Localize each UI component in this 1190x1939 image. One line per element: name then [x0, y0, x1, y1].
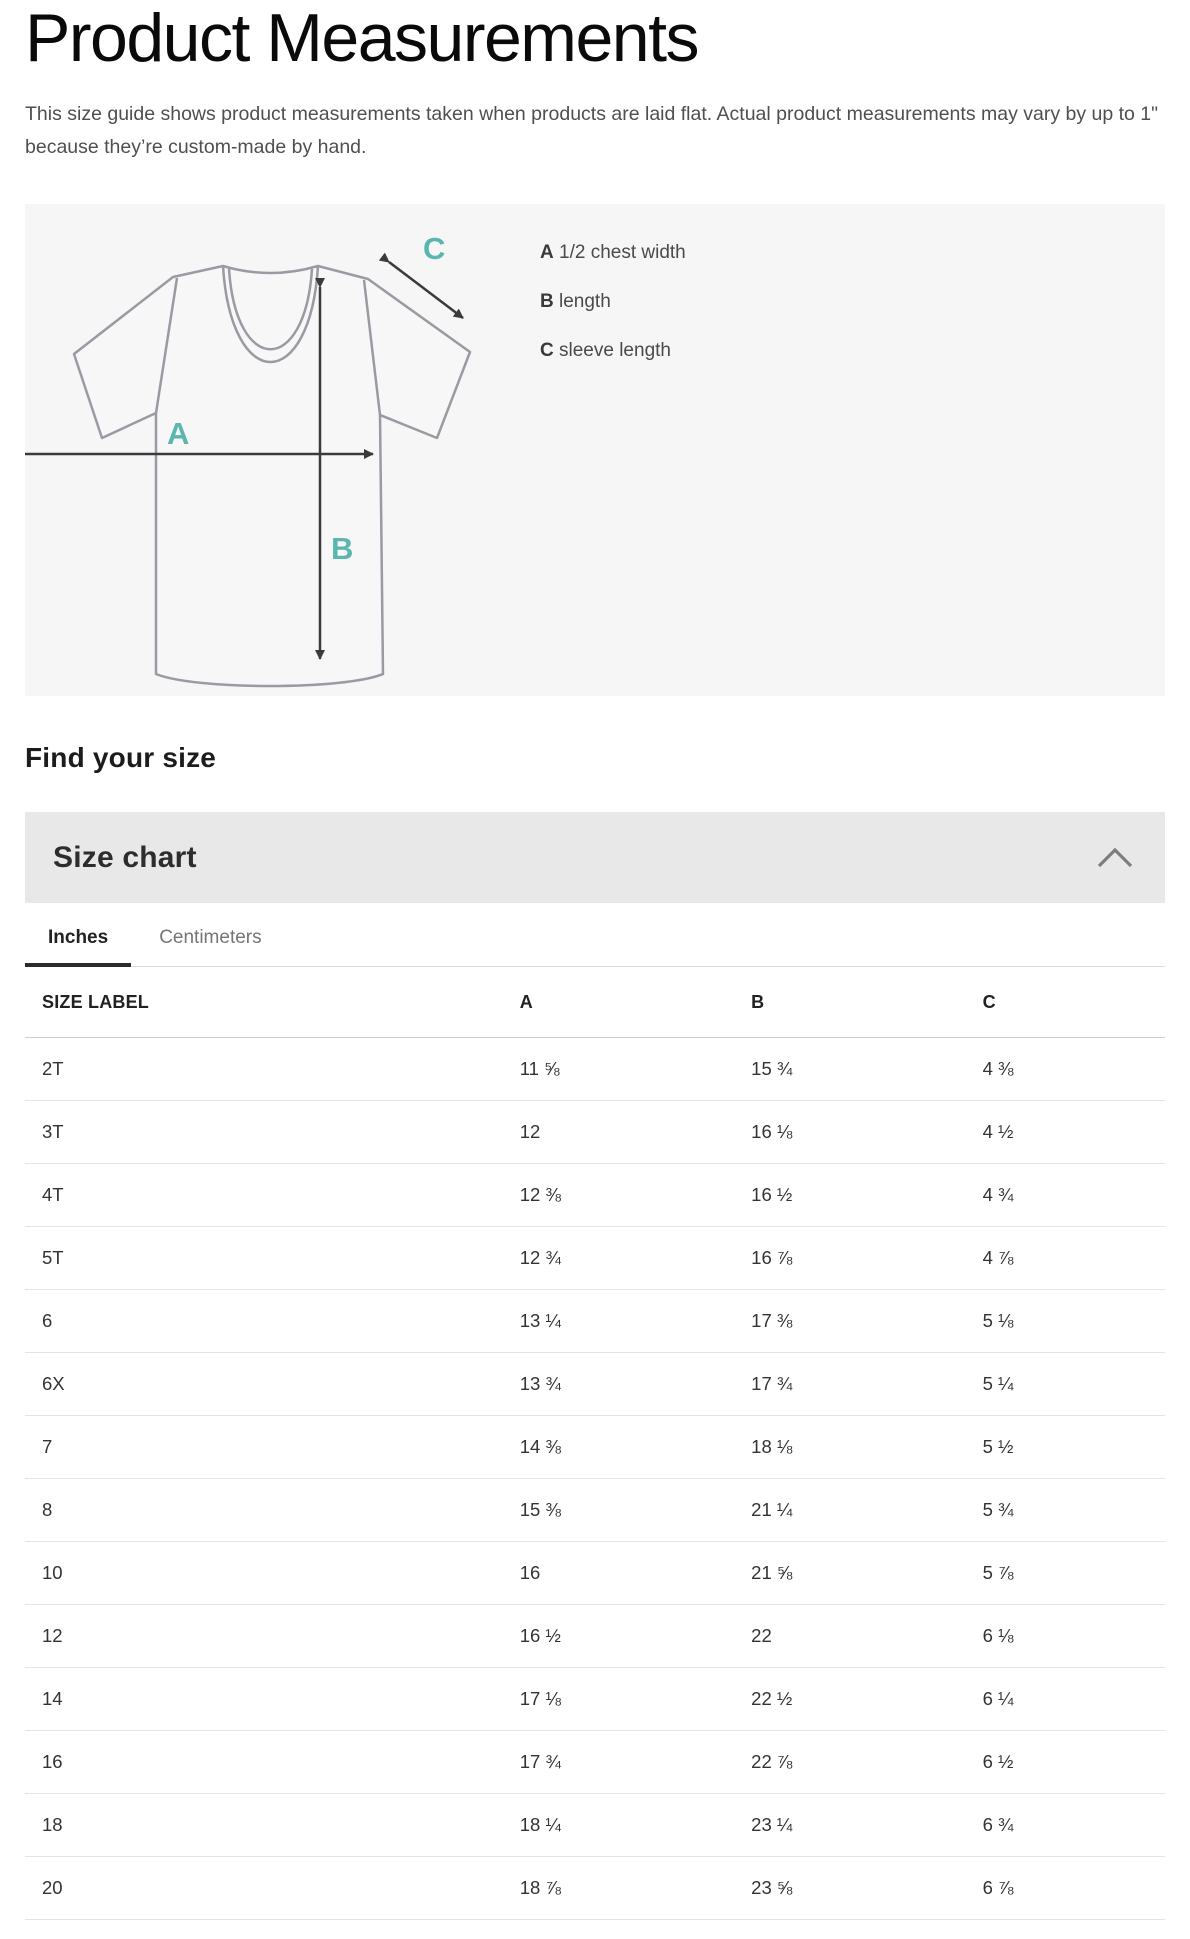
table-row — [25, 1164, 1165, 1227]
table-row — [25, 1542, 1165, 1605]
table-row — [25, 1290, 1165, 1353]
table-cell: 5 ⅛ — [983, 1290, 1165, 1353]
table-cell: 5T — [25, 1227, 520, 1290]
legend-key: A — [540, 242, 554, 264]
table-row — [25, 1227, 1165, 1290]
size-table — [25, 967, 1165, 1920]
table-cell: 6 ½ — [983, 1731, 1165, 1794]
size-chart-title: Size chart — [53, 840, 197, 874]
legend-label: sleeve length — [553, 340, 671, 362]
table-cell: 2T — [25, 1038, 520, 1101]
table-cell: 17 ¾ — [520, 1731, 751, 1794]
table-cell: 15 ⅜ — [520, 1479, 751, 1542]
table-row — [25, 1668, 1165, 1731]
table-cell: 16 ½ — [751, 1164, 982, 1227]
table-cell: 8 — [25, 1479, 520, 1542]
table-row — [25, 1857, 1165, 1920]
table-cell: 17 ¾ — [751, 1353, 982, 1416]
table-cell: 13 ¾ — [520, 1353, 751, 1416]
measure-b-label: B — [331, 531, 354, 567]
column-header-size-label: SIZE LABEL — [25, 967, 520, 1038]
table-cell: 5 ¼ — [983, 1353, 1165, 1416]
tshirt-diagram — [25, 204, 495, 696]
table-cell: 5 ½ — [983, 1416, 1165, 1479]
table-cell: 11 ⅝ — [520, 1038, 751, 1101]
table-cell: 6 ¼ — [983, 1668, 1165, 1731]
legend-key: C — [540, 340, 554, 362]
table-cell: 12 — [520, 1101, 751, 1164]
table-cell: 21 ¼ — [751, 1479, 982, 1542]
column-header-b: B — [751, 967, 982, 1038]
table-cell: 4 ⅜ — [983, 1038, 1165, 1101]
table-cell: 7 — [25, 1416, 520, 1479]
table-cell: 12 — [25, 1605, 520, 1668]
table-cell: 18 ⅞ — [520, 1857, 751, 1920]
table-cell: 5 ¾ — [983, 1479, 1165, 1542]
table-cell: 23 ⅝ — [751, 1857, 982, 1920]
table-cell: 10 — [25, 1542, 520, 1605]
legend-item — [540, 291, 686, 313]
table-cell: 16 — [520, 1542, 751, 1605]
table-cell: 16 ½ — [520, 1605, 751, 1668]
table-cell: 14 — [25, 1668, 520, 1731]
table-cell: 4 ⅞ — [983, 1227, 1165, 1290]
table-cell: 6 — [25, 1290, 520, 1353]
table-row — [25, 1038, 1165, 1101]
table-cell: 4 ½ — [983, 1101, 1165, 1164]
table-cell: 6 ⅛ — [983, 1605, 1165, 1668]
size-table-body — [25, 1038, 1165, 1920]
table-cell: 16 ⅛ — [751, 1101, 982, 1164]
column-header-c: C — [983, 967, 1165, 1038]
table-cell: 23 ¼ — [751, 1794, 982, 1857]
measure-c-label: C — [423, 231, 446, 267]
table-cell: 6X — [25, 1353, 520, 1416]
tab-centimeters[interactable]: Centimeters — [159, 927, 262, 949]
table-cell: 12 ⅜ — [520, 1164, 751, 1227]
table-row — [25, 1731, 1165, 1794]
column-header-a: A — [520, 967, 751, 1038]
table-cell: 18 ⅛ — [751, 1416, 982, 1479]
table-cell: 17 ⅜ — [751, 1290, 982, 1353]
table-row — [25, 1605, 1165, 1668]
table-row — [25, 1101, 1165, 1164]
legend-item — [540, 340, 686, 362]
unit-tabs — [25, 903, 1165, 967]
tab-inches[interactable]: Inches — [25, 903, 131, 966]
tshirt-body — [74, 266, 470, 686]
table-cell: 18 ¼ — [520, 1794, 751, 1857]
table-cell: 22 ⅞ — [751, 1731, 982, 1794]
table-cell: 6 ¾ — [983, 1794, 1165, 1857]
table-cell: 15 ¾ — [751, 1038, 982, 1101]
size-guide-description: This size guide shows product measurements taken when products are laid flat. Actual product measurements may vary by up to 1" because they’re custom-made by hand. — [25, 103, 1159, 159]
table-cell: 5 ⅞ — [983, 1542, 1165, 1605]
chevron-up-icon — [1093, 845, 1137, 871]
find-your-size-heading: Find your size — [25, 742, 217, 774]
legend-key: B — [540, 291, 554, 313]
table-cell: 3T — [25, 1101, 520, 1164]
table-cell: 17 ⅛ — [520, 1668, 751, 1731]
table-cell: 16 — [25, 1731, 520, 1794]
table-cell: 22 — [751, 1605, 982, 1668]
diagram-legend — [540, 242, 686, 389]
table-cell: 22 ½ — [751, 1668, 982, 1731]
measure-a-label: A — [167, 416, 190, 452]
table-cell: 6 ⅞ — [983, 1857, 1165, 1920]
table-cell: 21 ⅝ — [751, 1542, 982, 1605]
table-header-row — [25, 967, 1165, 1038]
legend-item — [540, 242, 686, 264]
table-cell: 13 ¼ — [520, 1290, 751, 1353]
table-row — [25, 1353, 1165, 1416]
table-cell: 18 — [25, 1794, 520, 1857]
table-cell: 12 ¾ — [520, 1227, 751, 1290]
table-row — [25, 1794, 1165, 1857]
size-chart-toggle[interactable] — [25, 812, 1165, 903]
page-title: Product Measurements — [25, 0, 698, 76]
table-row — [25, 1479, 1165, 1542]
table-row — [25, 1416, 1165, 1479]
table-cell: 4T — [25, 1164, 520, 1227]
table-cell: 14 ⅜ — [520, 1416, 751, 1479]
table-cell: 16 ⅞ — [751, 1227, 982, 1290]
legend-label: 1/2 chest width — [553, 242, 686, 264]
table-cell: 4 ¾ — [983, 1164, 1165, 1227]
table-cell: 20 — [25, 1857, 520, 1920]
legend-label: length — [553, 291, 611, 313]
measurement-diagram — [25, 204, 1165, 696]
